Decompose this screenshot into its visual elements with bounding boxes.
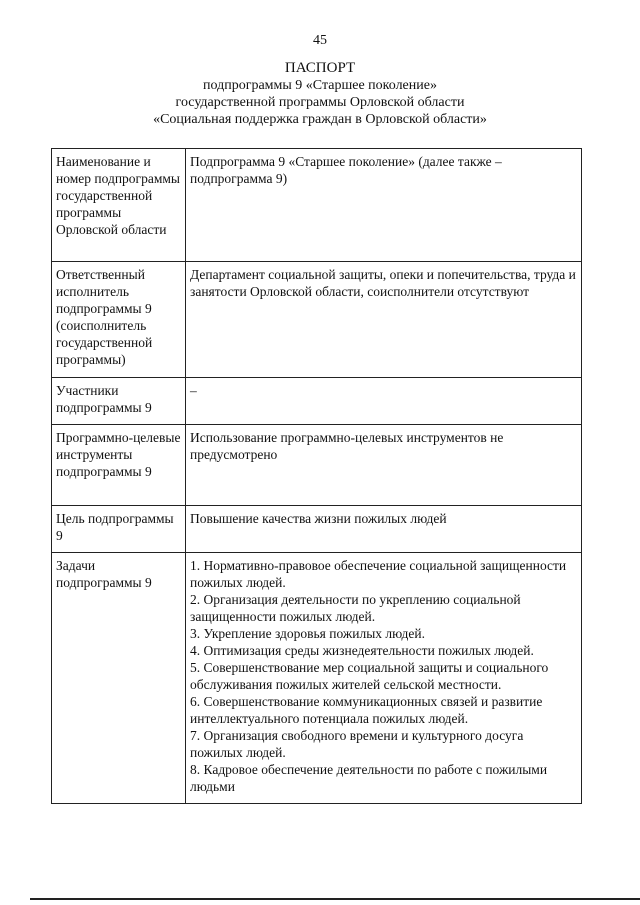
bottom-rule bbox=[30, 898, 640, 900]
row-value: – bbox=[186, 378, 582, 425]
document-title bbox=[0, 60, 640, 128]
title-line-2: государственной программы Орловской области bbox=[175, 95, 465, 110]
task-item: 4. Оптимизация среды жизнедеятельности пожилых людей. bbox=[190, 643, 534, 658]
row-label: Наименование и номер подпрограммы государственной программы Орловской области bbox=[52, 149, 186, 262]
task-item: 2. Организация деятельности по укреплению социальной защищенности пожилых людей. bbox=[190, 592, 521, 624]
task-item: 5. Совершенствование мер социальной защиты и социального обслуживания пожилых жителей сельской местности. bbox=[190, 660, 549, 692]
table-row bbox=[52, 378, 582, 425]
table-row bbox=[52, 553, 582, 804]
table-row bbox=[52, 506, 582, 553]
tasks-list bbox=[186, 553, 582, 804]
title-line-1: подпрограммы 9 «Старшее поколение» bbox=[203, 78, 437, 93]
row-value: Подпрограмма 9 «Старшее поколение» (далее также – подпрограмма 9) bbox=[186, 149, 582, 262]
table-row bbox=[52, 425, 582, 506]
passport-table bbox=[51, 148, 582, 804]
title-heading: ПАСПОРТ bbox=[284, 60, 356, 76]
row-label: Задачи подпрограммы 9 bbox=[52, 553, 186, 804]
table-row bbox=[52, 262, 582, 378]
row-label: Цель подпрограммы 9 bbox=[52, 506, 186, 553]
row-label: Программно-целевые инструменты подпрограммы 9 bbox=[52, 425, 186, 506]
table-row bbox=[52, 149, 582, 262]
task-item: 7. Организация свободного времени и культурного досуга пожилых людей. bbox=[190, 728, 524, 760]
title-line-3: «Социальная поддержка граждан в Орловской области» bbox=[153, 112, 487, 127]
row-value: Повышение качества жизни пожилых людей bbox=[186, 506, 582, 553]
row-value: Использование программно-целевых инструментов не предусмотрено bbox=[186, 425, 582, 506]
task-item: 6. Совершенствование коммуникационных связей и развитие интеллектуального потенциала пожилых людей. bbox=[190, 694, 543, 726]
task-item: 8. Кадровое обеспечение деятельности по работе с пожилыми людьми bbox=[190, 762, 548, 794]
page-number: 45 bbox=[313, 33, 327, 48]
row-value: Департамент социальной защиты, опеки и попечительства, труда и занятости Орловской области, соисполнители отсутствуют bbox=[186, 262, 582, 378]
task-item: 1. Нормативно-правовое обеспечение социальной защищенности пожилых людей. bbox=[190, 558, 567, 590]
row-label: Ответственный исполнитель подпрограммы 9 (соисполнитель государственной программы) bbox=[52, 262, 186, 378]
task-item: 3. Укрепление здоровья пожилых людей. bbox=[190, 626, 425, 641]
row-label: Участники подпрограммы 9 bbox=[52, 378, 186, 425]
